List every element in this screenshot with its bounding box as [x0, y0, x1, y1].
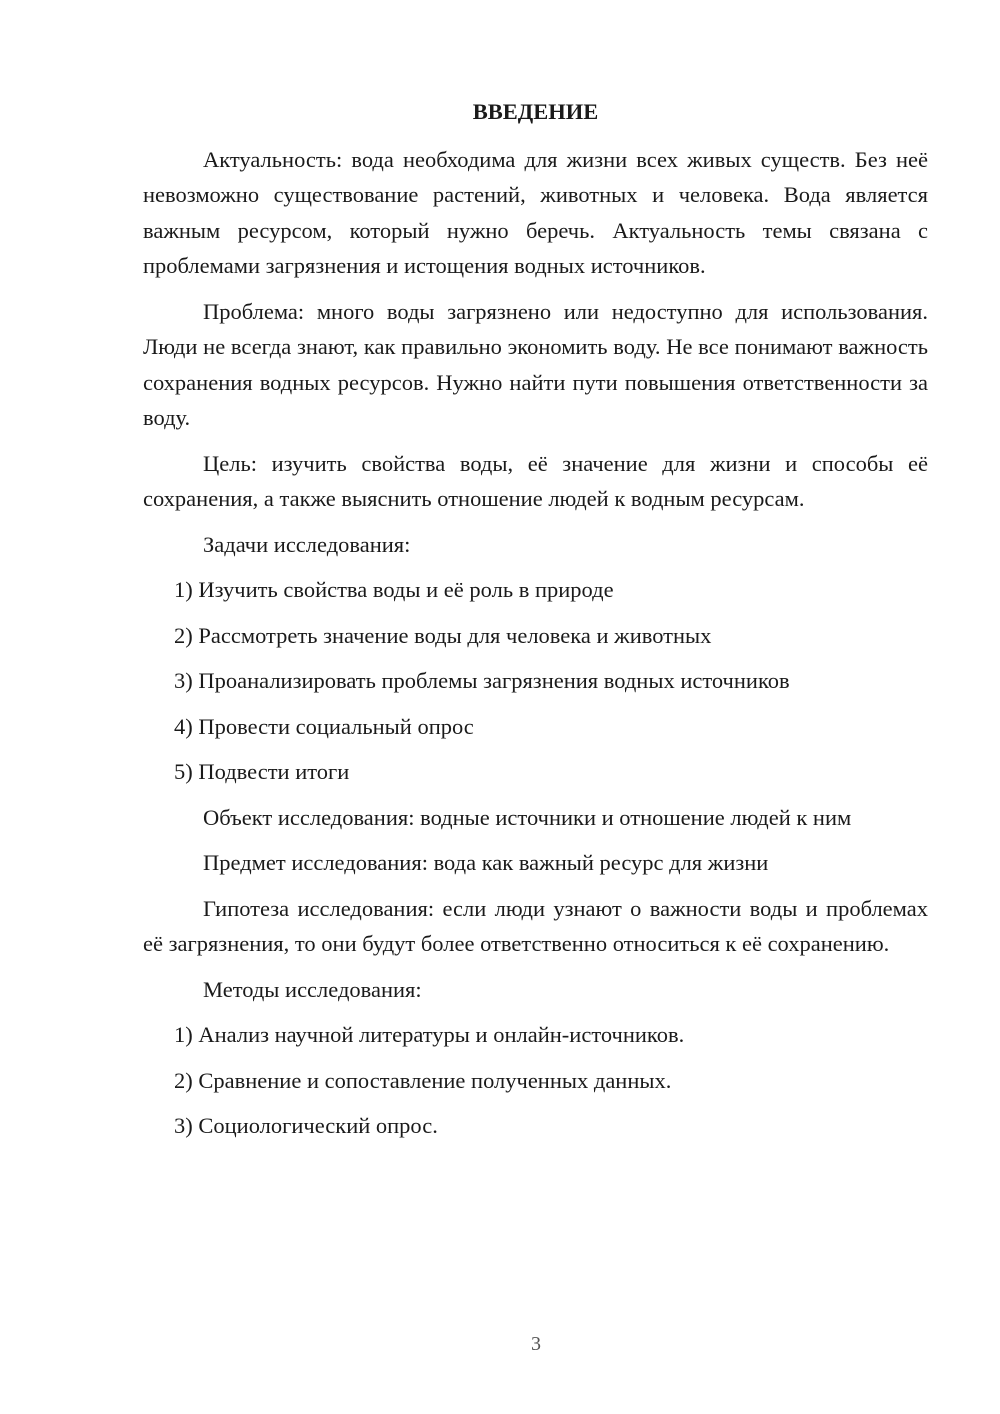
- method-item: 1) Анализ научной литературы и онлайн-источников.: [174, 1022, 685, 1047]
- task-item: 2) Рассмотреть значение воды для человека и животных: [174, 622, 712, 648]
- paragraph-problem: Проблема: много воды загрязнено или недоступно для использования. Люди не всегда знают, как правильно экономить воду. Не все понимают важность сохранения водных ресурсов. Нужно найти пути повышения ответственности за воду.: [143, 298, 928, 430]
- page-content: [143, 94, 928, 1144]
- research-hypothesis: Гипотеза исследования: если люди узнают о важности воды и проблемах её загрязнения, то они будут более ответственно относиться к её сохранению.: [143, 895, 928, 956]
- tasks-heading: Задачи исследования:: [203, 531, 411, 557]
- research-subject: Предмет исследования: вода как важный ресурс для жизни: [203, 850, 769, 875]
- task-item: 1) Изучить свойства воды и её роль в природе: [174, 577, 614, 602]
- paragraph-goal: Цель: изучить свойства воды, её значение для жизни и способы её сохранения, а также выяснить отношение людей к водным ресурсам.: [143, 450, 928, 511]
- task-item: 5) Подвести итоги: [174, 759, 350, 784]
- methods-heading: Методы исследования:: [203, 976, 422, 1002]
- research-object: Объект исследования: водные источники и отношение людей к ним: [203, 804, 852, 830]
- method-item: 3) Социологический опрос.: [174, 1113, 438, 1138]
- task-item: 4) Провести социальный опрос: [174, 713, 474, 739]
- paragraph-relevance: Актуальность: вода необходима для жизни всех живых существ. Без неё невозможно существование растений, животных и человека. Вода является важным ресурсом, который нужно беречь. Актуальность темы связана с проблемами загрязнения и истощения водных источников.: [143, 146, 928, 278]
- page-number: 3: [531, 1333, 541, 1355]
- task-item: 3) Проанализировать проблемы загрязнения водных источников: [174, 668, 790, 693]
- method-item: 2) Сравнение и сопоставление полученных данных.: [174, 1067, 672, 1093]
- page-title: ВВЕДЕНИЕ: [472, 99, 599, 124]
